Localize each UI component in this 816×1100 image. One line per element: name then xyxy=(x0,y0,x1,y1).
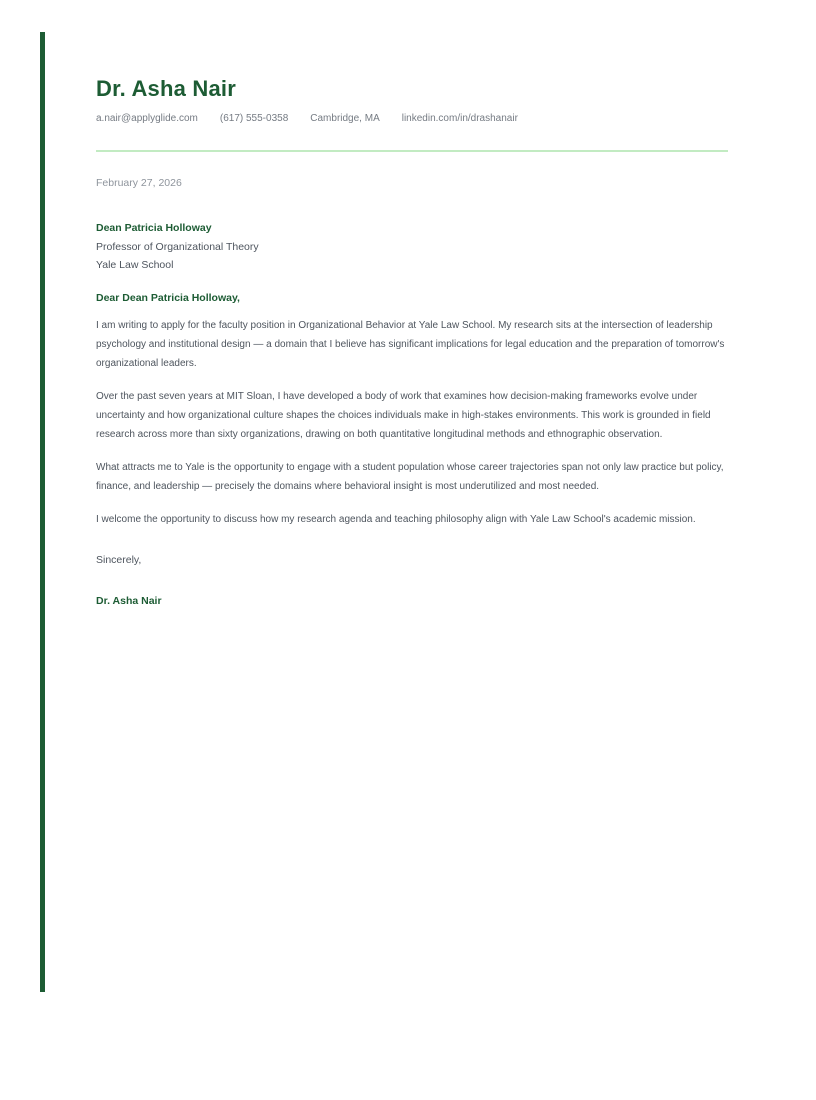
contact-phone: (617) 555-0358 xyxy=(219,113,289,124)
recipient-block xyxy=(96,219,728,275)
recipient-organization: Yale Law School xyxy=(96,259,174,271)
body-paragraph-2: Over the past seven years at MIT Sloan, I have developed a body of work that examines how decision-making frameworks evolve under uncertainty and how organizational culture shapes the choices individuals make in high-stakes environments. This work is grounded in field research across more than sixty organizations, drawing on both quantitative longitudinal methods and ethnographic observation. xyxy=(96,390,711,440)
letter-content xyxy=(96,76,728,607)
body-paragraph-4: I welcome the opportunity to discuss how my research agenda and teaching philosophy align with Yale Law School's academic mission. xyxy=(96,513,696,525)
contact-email: a.nair@applyglide.com xyxy=(96,113,198,124)
closing: Sincerely, xyxy=(96,553,142,566)
contact-row xyxy=(96,113,728,124)
recipient-title: Professor of Organizational Theory xyxy=(96,240,259,253)
salutation: Dear Dean Patricia Holloway, xyxy=(96,291,240,304)
letter-date: February 27, 2026 xyxy=(96,177,182,189)
header-divider xyxy=(96,150,728,152)
contact-linkedin: linkedin.com/in/drashanair xyxy=(401,113,518,124)
signature-name: Dr. Asha Nair xyxy=(96,594,162,607)
body-paragraph-1: I am writing to apply for the faculty position in Organizational Behavior at Yale Law School. My research sits at the intersection of leadership psychology and institutional design — a domain that I believe has significant implications for legal education and the preparation of tomorrow's organizational leaders. xyxy=(96,319,725,369)
contact-location: Cambridge, MA xyxy=(310,113,380,124)
sender-name: Dr. Asha Nair xyxy=(96,76,236,101)
body-paragraph-3: What attracts me to Yale is the opportunity to engage with a student population whose career trajectories span not only law practice but policy, finance, and leadership — precisely the domains where behavioral insight is most underutilized and most needed. xyxy=(96,461,724,492)
letter-page xyxy=(40,32,732,992)
recipient-name: Dean Patricia Holloway xyxy=(96,222,212,234)
